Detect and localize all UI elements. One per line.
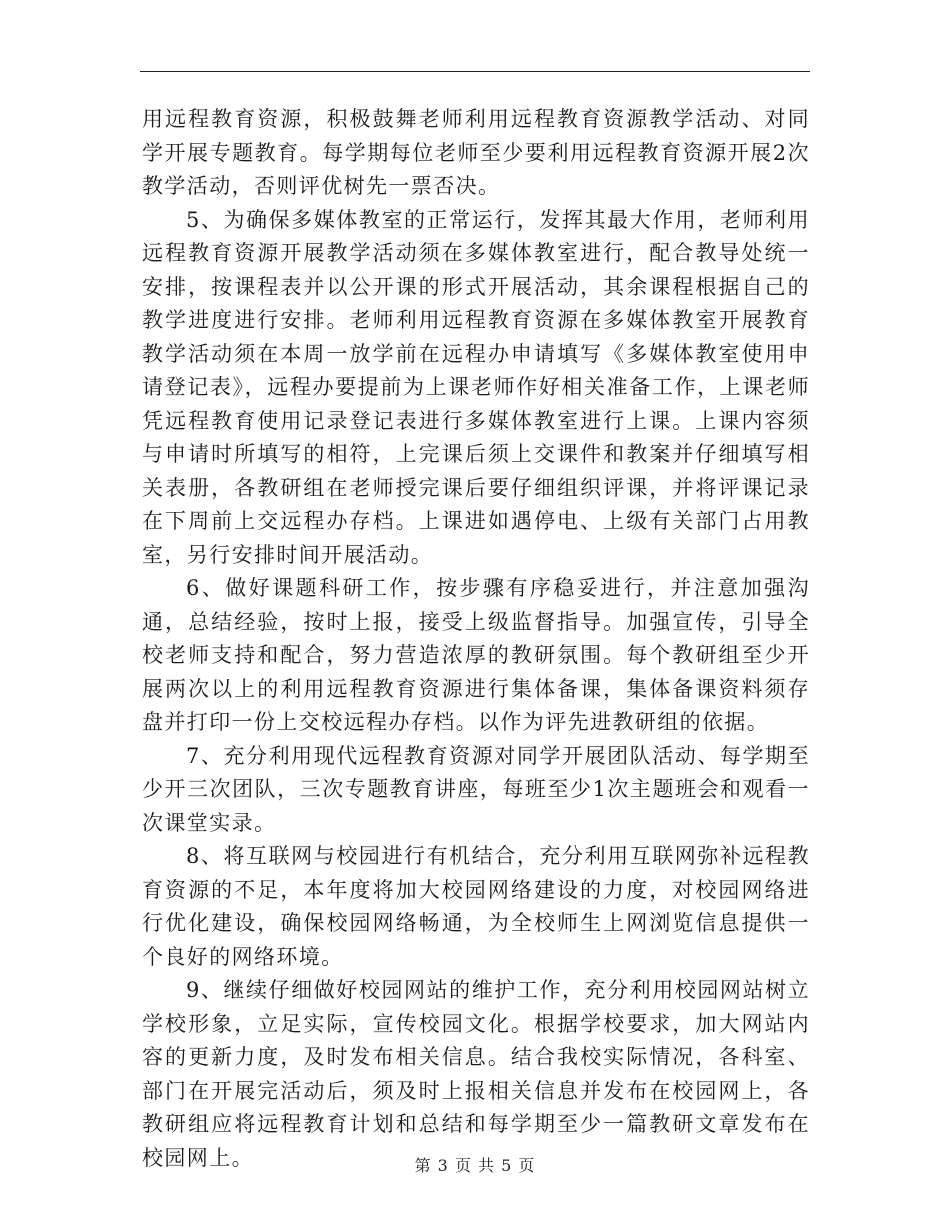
paragraph-item-6: 6、做好课题科研工作，按步骤有序稳妥进行，并注意加强沟通，总结经验，按时上报，接受上级监督指导。加强宣传，引导全校老师支持和配合，努力营造浓厚的教研氛围。每个教研组至少开展两次以上的利用远程教育资源进行集体备课，集体备课资料须存盘并打印一份上交校远程办存档。以作为评先进教研组的依据。 bbox=[142, 576, 810, 734]
document-body bbox=[142, 103, 810, 1175]
paragraph-continuation: 用远程教育资源，积极鼓舞老师利用远程教育资源教学活动、对同学开展专题教育。每学期每位老师至少要利用远程教育资源开展2次教学活动，否则评优树先一票否决。 bbox=[142, 107, 810, 198]
page-number-footer: 第 3 页 共 5 页 bbox=[414, 1156, 536, 1175]
paragraph-item-5: 5、为确保多媒体教室的正常运行，发挥其最大作用，老师利用远程教育资源开展教学活动须在多媒体教室进行，配合教导处统一安排，按课程表并以公开课的形式开展活动，其余课程根据自己的教学进度进行安排。老师利用远程教育资源在多媒体教室开展教育教学活动须在本周一放学前在远程办申请填写《多媒体教室使用申请登记表》，远程办要提前为上课老师作好相关准备工作，上课老师凭远程教育使用记录登记表进行多媒体教室进行上课。上课内容须与申请时所填写的相符，上完课后须上交课件和教案并仔细填写相关表册，各教研组在老师授完课后要仔细组织评课，并将评课记录在下周前上交远程办存档。上课进如遇停电、上级有关部门占用教室，另行安排时间开展活动。 bbox=[142, 207, 810, 567]
paragraph-item-8: 8、将互联网与校园进行有机结合，充分利用互联网弥补远程教育资源的不足，本年度将加大校园网络建设的力度，对校园网络进行优化建设，确保校园网络畅通，为全校师生上网浏览信息提供一个良好的网络环境。 bbox=[142, 844, 810, 969]
paragraph-item-7: 7、充分利用现代远程教育资源对同学开展团队活动、每学期至少开三次团队，三次专题教育讲座，每班至少1次主题班会和观看一次课堂实录。 bbox=[142, 743, 810, 835]
paragraph-item-9: 9、继续仔细做好校园网站的维护工作，充分利用校园网站树立学校形象，立足实际，宣传校园文化。根据学校要求，加大网站内容的更新力度，及时发布相关信息。结合我校实际情况，各科室、部门在开展完活动后，须及时上报相关信息并发布在校园网上，各教研组应将远程教育计划和总结和每学期至少一篇教研文章发布在校园网上。 bbox=[142, 978, 810, 1170]
header-rule bbox=[140, 71, 810, 72]
